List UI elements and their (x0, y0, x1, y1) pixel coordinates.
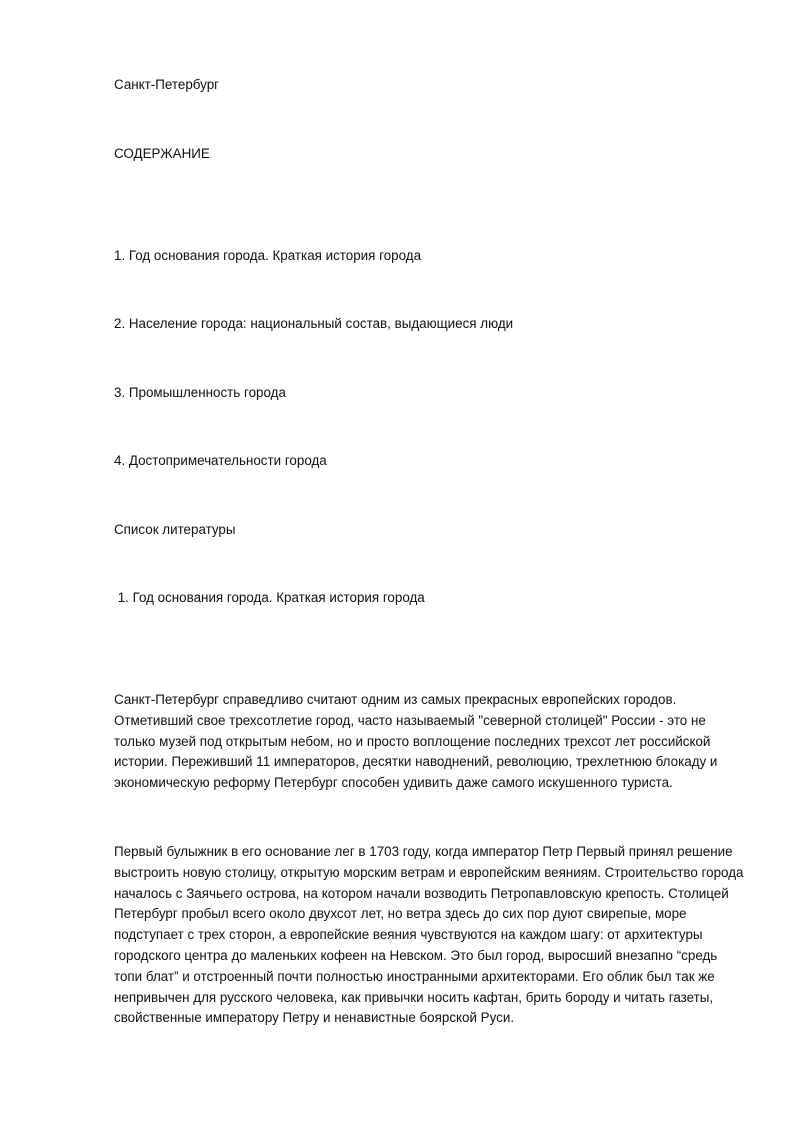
paragraph-1: Санкт-Петербург справедливо считают одним из самых прекрасных европейских городов. Отметивший свое трехсотлетие город, часто называемый "северной столицей" России - это не только музей под открытым небом, но и просто воплощение последних трехсот лет российской истории. Переживший 11 императоров, десятки наводнений, революцию, трехлетнюю блокаду и экономическую реформу Петербург способен удивить даже самого искушенного туриста. (114, 692, 718, 791)
document-title: Санкт-Петербург (114, 77, 220, 92)
toc-item-4: 4. Достопримечательности города (114, 453, 327, 468)
toc-item-2: 2. Население города: национальный состав, выдающиеся люди (114, 316, 514, 331)
toc-item-1: 1. Год основания города. Краткая история города (114, 248, 422, 263)
paragraph-2: Первый булыжник в его основание лег в 1703 году, когда император Петр Первый принял решение выстроить новую столицу, открытую морским ветрам и европейским веяниям. Строительство города началось с Заячьего острова, на котором начали возводить Петропавловскую крепость. Столицей Петербург пробыл всего около двухсот лет, но ветра здесь до сих пор дуют свирепые, море подступает с трех сторон, а европейские веяния чувствуются на каждом шагу: от архитектуры городского центра до маленьких кофеен на Невском. Это был город, выросший внезапно “средь топи блат” и отстроенный почти полностью иностранными архитекторами. Его облик был так же непривычен для русского человека, как привычки носить кафтан, брить бороду и читать газеты, свойственные императору Петру и ненавистные боярской Руси. (114, 844, 744, 1026)
toc-heading: СОДЕРЖАНИЕ (114, 146, 210, 161)
toc-item-3: 3. Промышленность города (114, 385, 286, 400)
bibliography-heading: Список литературы (114, 522, 236, 537)
section-heading: 1. Год основания города. Краткая история города (114, 590, 425, 605)
